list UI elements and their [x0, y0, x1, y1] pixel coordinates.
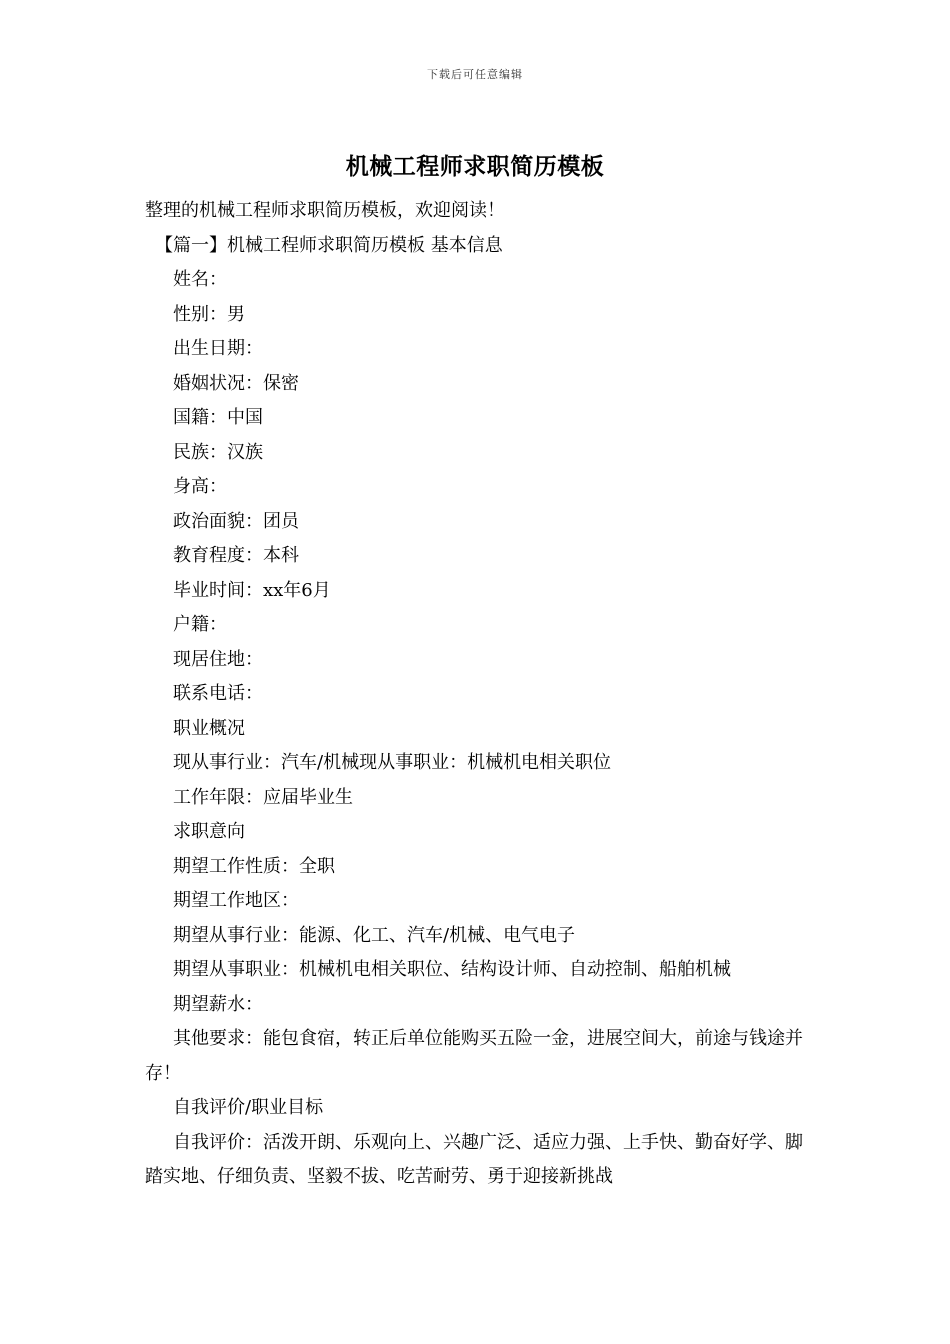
document-title: 机械工程师求职简历模板	[345, 153, 605, 180]
field-marital-status: 婚姻状况：保密	[173, 372, 299, 394]
field-expected-location: 期望工作地区：	[173, 890, 299, 911]
field-phone: 联系电话：	[173, 683, 263, 704]
field-graduation-time: 毕业时间：xx年6月	[173, 579, 331, 601]
field-work-years: 工作年限：应届毕业生	[173, 786, 353, 808]
intro-paragraph: 整理的机械工程师求职简历模板，欢迎阅读！	[145, 200, 505, 221]
field-birthdate: 出生日期：	[173, 338, 263, 359]
header-note: 下载后可任意编辑	[427, 68, 523, 81]
field-expected-position: 期望从事职业：机械机电相关职位、结构设计师、自动控制、船舶机械	[173, 959, 731, 980]
field-gender: 性别：男	[173, 303, 245, 325]
field-self-evaluation: 自我评价：活泼开朗、乐观向上、兴趣广泛、适应力强、上手快、勤奋好学、脚踏实地、仔细负责、坚毅不拔、吃苦耐劳、勇于迎接新挑战	[145, 1131, 803, 1187]
field-height: 身高：	[173, 476, 227, 497]
field-expected-industry: 期望从事行业：能源、化工、汽车/机械、电气电子	[173, 924, 576, 946]
field-ethnicity: 民族：汉族	[173, 441, 263, 463]
field-household-registration: 户籍：	[173, 614, 227, 635]
subheading-job-intention: 求职意向	[173, 821, 245, 842]
field-nationality: 国籍：中国	[173, 407, 263, 428]
subheading-self-evaluation: 自我评价/职业目标	[173, 1097, 324, 1118]
subheading-career-overview: 职业概况	[173, 717, 245, 739]
field-current-residence: 现居住地：	[173, 648, 263, 670]
field-education: 教育程度：本科	[173, 545, 299, 566]
field-name: 姓名：	[173, 269, 227, 290]
field-political-status: 政治面貌：团员	[173, 510, 299, 532]
field-expected-salary: 期望薪水：	[173, 993, 263, 1015]
field-expected-job-type: 期望工作性质：全职	[173, 855, 335, 877]
field-other-requirements: 其他要求：能包食宿，转正后单位能购买五险一金，进展空间大，前途与钱途并存！	[145, 1028, 803, 1084]
document-body	[145, 194, 815, 1195]
section-heading: 【篇一】机械工程师求职简历模板 基本信息	[155, 234, 503, 256]
field-current-industry: 现从事行业：汽车/机械现从事职业：机械机电相关职位	[173, 752, 612, 773]
